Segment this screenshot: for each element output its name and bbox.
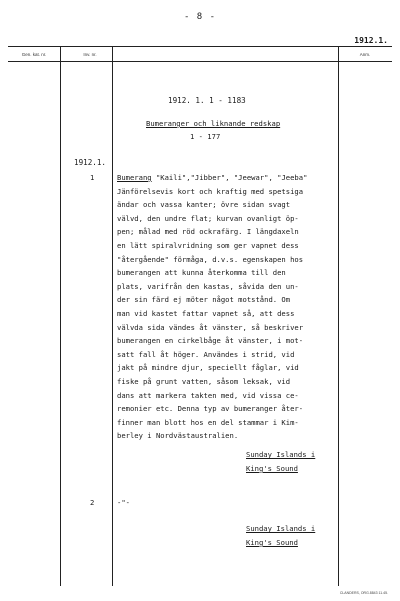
object-name: Bumerang bbox=[117, 173, 152, 182]
description-line: en lätt spiralvridning som ger vapnet dess bbox=[117, 240, 299, 250]
catalog-range: 1912. 1. 1 - 1183 bbox=[168, 96, 246, 105]
catalog-corner-label: 1912.1. bbox=[354, 36, 388, 45]
entry-location-1: Sunday Islands i bbox=[246, 450, 316, 459]
description-line: bumerangen att kunna återkomma till den bbox=[117, 268, 286, 278]
description-line: remonier etc. Denna typ av bumeranger åter- bbox=[117, 404, 304, 414]
anm-header: Anm. bbox=[359, 51, 371, 57]
description-line: välvd, den undre flat; kurvan ovanligt öp- bbox=[117, 213, 299, 223]
description-line: berley i Nordvästaustralien. bbox=[117, 431, 239, 441]
description-line: satt fall åt höger. Användes i strid, vid bbox=[117, 349, 295, 359]
column-divider bbox=[338, 46, 339, 586]
description-line: välvda sida vändes åt vänster, så beskriver bbox=[117, 322, 304, 332]
entry-number: 1 bbox=[90, 173, 95, 182]
entry-location-2: King's Sound bbox=[246, 464, 298, 473]
printer-imprint: CLANDERS, ORG.8843 11.45. bbox=[339, 591, 388, 595]
entry-location-1: Sunday Islands i bbox=[246, 524, 316, 533]
entry-description bbox=[117, 171, 307, 443]
section-range: 1 - 177 bbox=[190, 132, 221, 141]
section-title: Bumeranger och liknande redskap bbox=[146, 119, 281, 128]
column-header-row bbox=[8, 46, 392, 62]
entry-location-2: King's Sound bbox=[246, 538, 298, 547]
description-line: "återgående" förmåga, d.v.s. egenskapen hos bbox=[117, 254, 304, 264]
description-line: fiske på grunt vatten, såsom leksak, vid bbox=[117, 376, 291, 386]
description-line: jakt på mindre djur, speciellt fåglar, vid bbox=[117, 363, 299, 373]
entry-prefix: 1912.1. bbox=[74, 158, 107, 167]
description-line: bumerangen en cirkelbåge åt vänster, i mot- bbox=[117, 336, 304, 346]
description-line: man vid kastet fattar vapnet så, att dess bbox=[117, 308, 295, 318]
description-line: dans att markera takten med, vid vissa ce- bbox=[117, 390, 299, 400]
ditto-mark: -"- bbox=[117, 498, 130, 507]
description-line: der sin färd ej möter något motstånd. Om bbox=[117, 295, 291, 305]
description-line: finner man blott hos en del stammar i Kim- bbox=[117, 417, 299, 427]
description-line bbox=[117, 171, 307, 185]
column-divider bbox=[112, 46, 113, 586]
page-number: - 8 - bbox=[183, 12, 217, 22]
description-line-rest: "Kaili","Jibber", "Jeewar", "Jeeba" bbox=[151, 173, 308, 182]
gen-kat-nr-header: Gen. kat. nr. bbox=[21, 51, 47, 57]
description-line: Jänförelsevis kort och kraftig med spetsiga bbox=[117, 186, 304, 196]
entry-number: 2 bbox=[90, 498, 95, 507]
description-line: plats, varifrån den kastas, såvida den un- bbox=[117, 281, 299, 291]
description-line: pen; målad med röd ockrafärg. I längdaxeln bbox=[117, 227, 299, 237]
description-line: ändar och vassa kanter; övre sidan svagt bbox=[117, 200, 291, 210]
column-divider bbox=[60, 46, 61, 586]
inv-nr-header: Inv. nr. bbox=[83, 51, 97, 57]
